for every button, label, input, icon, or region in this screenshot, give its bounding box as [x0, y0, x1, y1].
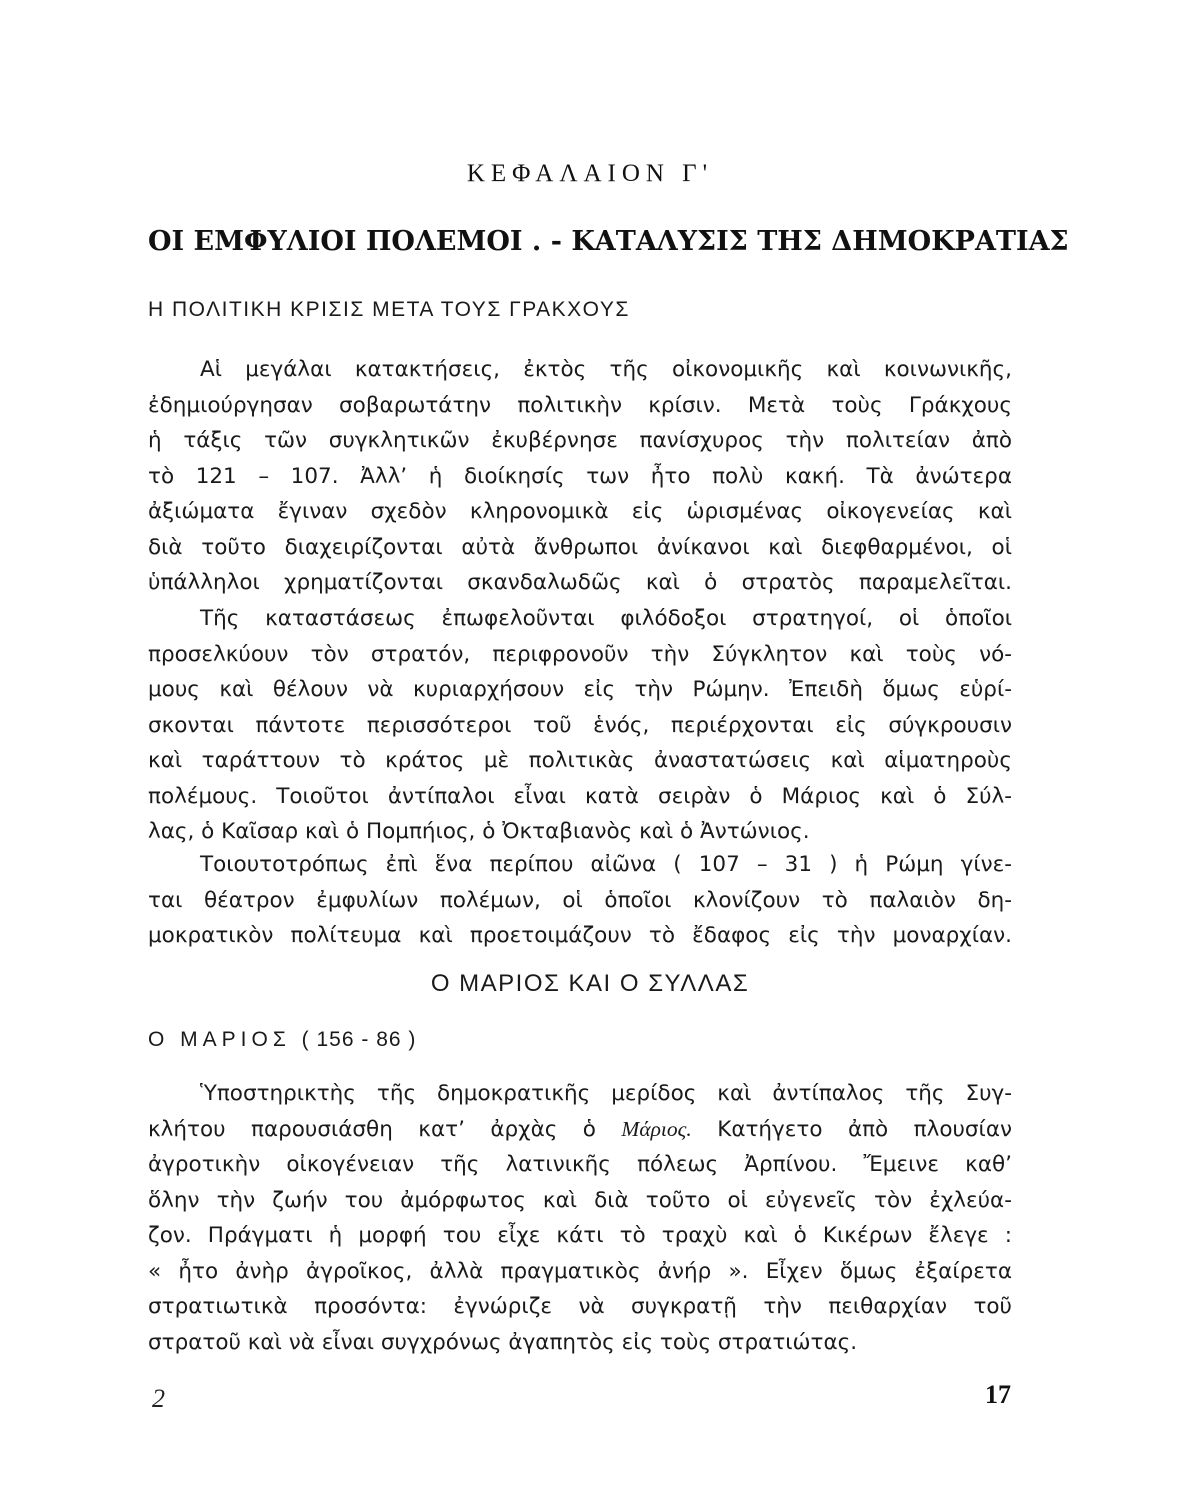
name-marius-italic: Μάριος. [621, 1116, 692, 1141]
section-heading-marius-sulla: Ο ΜΑΡΙΟΣ ΚΑΙ Ο ΣΥΛΛΑΣ [430, 970, 750, 997]
text-line: μους καὶ θέλουν νὰ κυριαρχήσουν εἰς τὴν Ρώμην. Ἐπειδὴ ὅμως εὑρί- [148, 677, 1012, 702]
text-line: ἡ τάξις τῶν συγκλητικῶν ἐκυβέρνησε πανίσχυρος τὴν πολιτείαν ἀπὸ [148, 428, 1012, 453]
text-line: σκονται πάντοτε περισσότεροι τοῦ ἑνός, περιέρχονται εἰς σύγκρουσιν [148, 712, 1012, 738]
text-line: Τῆς καταστάσεως ἐπωφελοῦνται φιλόδοξοι στρατηγοί, οἱ ὁποῖοι [200, 606, 1012, 631]
text-line: ὅλην τὴν ζωήν του ἀμόρφωτος καὶ διὰ τοῦτο οἱ εὐγενεῖς τὸν ἐχλεύα- [148, 1187, 1012, 1213]
text-line: διὰ τοῦτο διαχειρίζονται αὐτὰ ἄνθρωποι ἀνίκανοι καὶ διεφθαρμένοι, οἱ [148, 534, 1012, 560]
chapter-label: ΚΕΦΑΛΑΙΟΝ Γ' [466, 160, 714, 187]
text-line: Ὑποστηρικτὴς τῆς δημοκρατικῆς μερίδος καὶ ἀντίπαλος τῆς Συγ- [200, 1081, 1012, 1106]
page-number: 17 [985, 1380, 1011, 1409]
subheading-marius-years: ( 156 - 86 ) [301, 1028, 417, 1051]
section-heading-political-crisis: Η ΠΟΛΙΤΙΚΗ ΚΡΙΣΙΣ ΜΕΤΑ ΤΟΥΣ ΓΡΑΚΧΟΥΣ [148, 298, 630, 321]
text-line: ἀξιώματα ἔγιναν σχεδὸν κληρονομικὰ εἰς ὡρισμένας οἰκογενείας καὶ [148, 499, 1012, 524]
text-line: στρατοῦ καὶ νὰ εἶναι συγχρόνως ἀγαπητὸς εἰς τοὺς στρατιώτας. [148, 1329, 858, 1355]
chapter-title: ΟΙ ΕΜΦΥΛΙΟΙ ΠΟΛΕΜΟΙ . - ΚΑΤΑΛΥΣΙΣ ΤΗΣ ΔΗΜΟΚΡΑΤΙΑΣ [148, 226, 1069, 257]
text-line: ται θέατρον ἐμφυλίων πολέμων, οἱ ὁποῖοι κλονίζουν τὸ παλαιὸν δη- [148, 887, 1012, 913]
paragraph-marius [148, 1076, 1012, 1360]
text-line: ζον. Πράγματι ἡ μορφή του εἶχε κάτι τὸ τραχὺ καὶ ὁ Κικέρων ἔλεγε : [148, 1223, 1012, 1248]
text-line: ἐδημιούργησαν σοβαρωτάτην πολιτικὴν κρίσιν. Μετὰ τοὺς Γράκχους [148, 392, 1012, 418]
text-line: « ἦτο ἀνὴρ ἀγροῖκος, ἀλλὰ πραγματικὸς ἀνήρ ». Εἶχεν ὅμως ἐξαίρετα [148, 1258, 1012, 1284]
subheading-marius-name: Ο ΜΑΡΙΟΣ [148, 1028, 291, 1051]
text-line: μοκρατικὸν πολίτευμα καὶ προετοιμάζουν τὸ ἔδαφος εἰς τὴν μοναρχίαν. [148, 923, 1012, 948]
paragraph-crisis [148, 352, 1012, 601]
text-line: λας, ὁ Καῖσαρ καὶ ὁ Πομπήιος, ὁ Ὀκταβιανὸς καὶ ὁ Ἀντώνιος. [148, 819, 810, 844]
text-line: προσελκύουν τὸν στρατόν, περιφρονοῦν τὴν Σύγκλητον καὶ τοὺς νό- [148, 641, 1012, 667]
paragraph-civil-wars [148, 847, 1012, 954]
printer-signature: 2 [152, 1384, 165, 1413]
text-line: καὶ ταράττουν τὸ κράτος μὲ πολιτικὰς ἀναστατώσεις καὶ αἱματηροὺς [148, 748, 1012, 773]
text-segment: Κατήγετο ἀπὸ πλουσίαν [717, 1116, 1012, 1142]
text-line: στρατιωτικὰ προσόντα: ἐγνώριζε νὰ συγκρατῇ τὴν πειθαρχίαν τοῦ [148, 1294, 1012, 1319]
text-line: τὸ 121 – 107. Ἀλλ’ ἡ διοίκησίς των ἦτο πολὺ κακή. Τὰ ἀνώτερα [148, 463, 1012, 489]
text-line: ὑπάλληλοι χρηματίζονται σκανδαλωδῶς καὶ ὁ στρατὸς παραμελεῖται. [148, 570, 1012, 595]
text-line [148, 1112, 1012, 1148]
text-line: ἀγροτικὴν οἰκογένειαν τῆς λατινικῆς πόλεως Ἀρπίνου. Ἔμεινε καθ’ [148, 1152, 1012, 1177]
text-line: πολέμους. Τοιοῦτοι ἀντίπαλοι εἶναι κατὰ σειρὰν ὁ Μάριος καὶ ὁ Σύλ- [148, 783, 1012, 809]
text-line: Αἱ μεγάλαι κατακτήσεις, ἐκτὸς τῆς οἰκονομικῆς καὶ κοινωνικῆς, [200, 357, 1012, 382]
paragraph-generals [148, 601, 1012, 850]
text-line: Τοιουτοτρόπως ἐπὶ ἕνα περίπου αἰῶνα ( 107 – 31 ) ἡ Ρώμη γίνε- [200, 852, 1012, 877]
text-segment: κλήτου παρουσιάσθη κατ’ ἀρχὰς ὁ [148, 1116, 596, 1142]
subheading-marius [148, 1028, 416, 1052]
